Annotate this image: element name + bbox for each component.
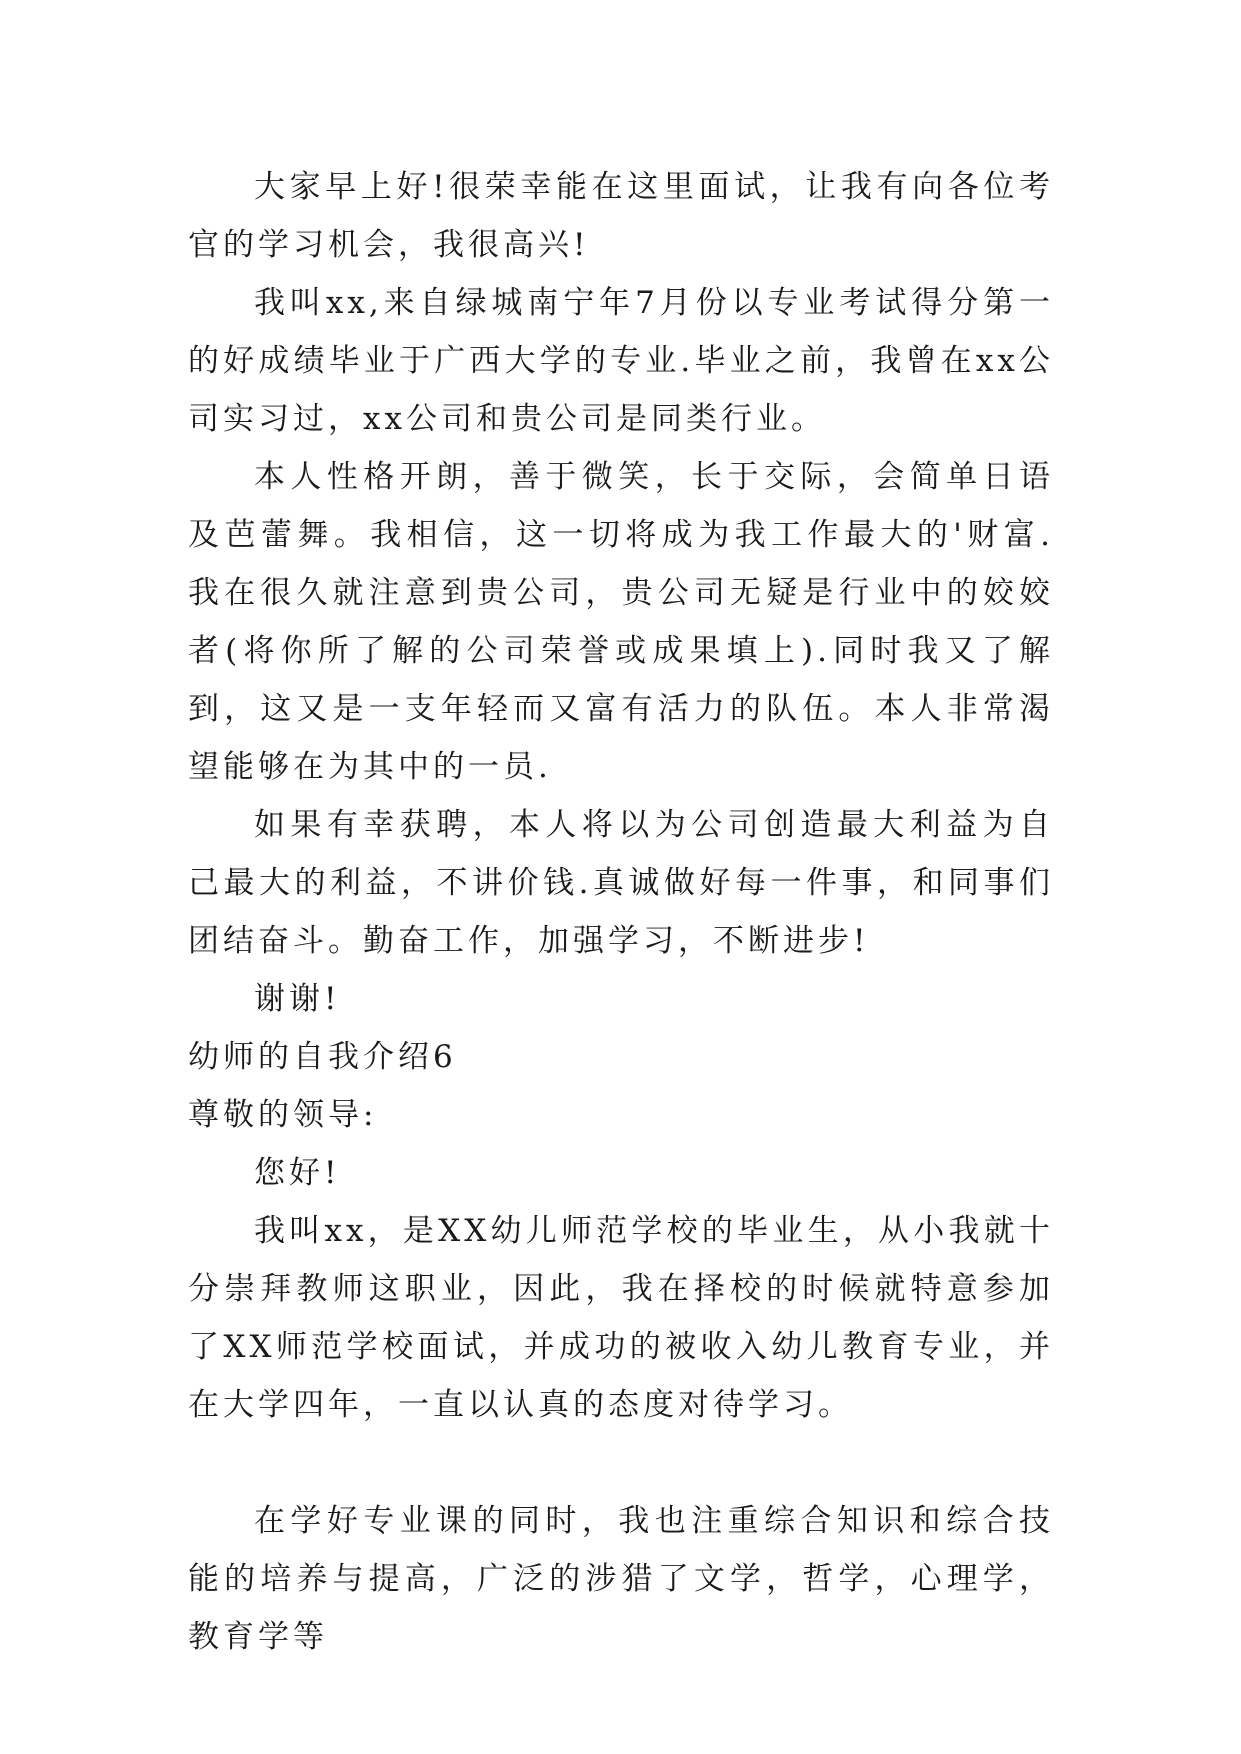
paragraph-hello: 您好! [254,1155,341,1191]
paragraph-background: 我叫xx,来自绿城南宁年7月份以专业考试得分第一的好成绩毕业于广西大学的专业.毕业之前，我曾在xx公司实习过，xx公司和贵公司是同类行业。 [188,285,1054,437]
salutation: 尊敬的领导: [188,1097,378,1133]
paragraph-greeting: 大家早上好!很荣幸能在这里面试，让我有向各位考官的学习机会，我很高兴! [188,169,1054,263]
paragraph-studies: 在学好专业课的同时，我也注重综合知识和综合技能的培养与提高，广泛的涉猎了文学，哲学，心理学，教育学等 [188,1503,1054,1655]
section-heading: 幼师的自我介绍6 [188,1039,457,1075]
paragraph-personality: 本人性格开朗，善于微笑，长于交际，会简单日语及芭蕾舞。我相信，这一切将成为我工作最大的'财富.我在很久就注意到贵公司，贵公司无疑是行业中的姣姣者(将你所了解的公司荣誉或成果填上).同时我又了解到，这又是一支年轻而又富有活力的队伍。本人非常渴望能够在为其中的一员. [188,459,1054,785]
paragraph-introduction: 我叫xx，是XX幼儿师范学校的毕业生，从小我就十分崇拜教师这职业，因此，我在择校的时候就特意参加了XX师范学校面试，并成功的被收入幼儿教育专业，并在大学四年，一直以认真的态度对待学习。 [188,1213,1054,1423]
paragraph-commitment: 如果有幸获聘，本人将以为公司创造最大利益为自己最大的利益，不讲价钱.真诚做好每一件事，和同事们团结奋斗。勤奋工作，加强学习，不断进步! [188,807,1054,959]
paragraph-thanks: 谢谢! [254,981,341,1017]
document-body [188,158,1054,1666]
